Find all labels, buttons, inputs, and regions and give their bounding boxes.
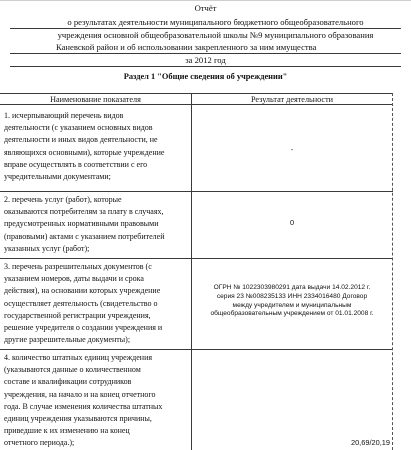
row-1-bottom-border	[0, 191, 393, 192]
report-title: Отчёт	[194, 3, 217, 13]
section-title: Раздел 1 "Общие сведения об учреждении"	[123, 72, 288, 81]
table-row-2-value: 0	[289, 218, 295, 227]
table-row-1-label: 1. исчерпывающий перечень видов деятельности (с указанием основных видов деятельности и иных видов деятельности, не являющихся основными), которые учреждение вправе осуществлять в соответствии с его учредительными документами;	[4, 111, 165, 182]
report-subtitle-line-3: Каневской район и об использовании закрепленного за ним имущества	[56, 42, 317, 52]
table-row-1-value: -	[290, 145, 294, 154]
column-header-name: Наименование показателя	[50, 95, 141, 104]
report-subtitle-line-2: учреждения основной общеобразовательной школы №9 муниципального образования	[57, 30, 374, 40]
table-header-bottom-border	[0, 104, 393, 105]
underline-2	[10, 53, 401, 54]
table-right-border	[392, 93, 393, 450]
table-row-4-value: 20,69/20,19	[350, 438, 390, 447]
sheet-top-border	[0, 0, 411, 1]
report-subtitle-line-1: о результатах деятельности муниципального бюджетного общеобразовательного	[67, 17, 364, 27]
column-header-result: Результат деятельности	[250, 95, 334, 104]
table-row-3-label: 3. перечень разрешительных документов (с указанием номеров, даты выдачи и срока действия), на основании которых учреждение осуществляет деятельность (свидетельство о государственной регистрации учреждения, решение учредителя о создании учреждения и другие разрешительные документы);	[4, 262, 163, 345]
report-year: за 2012 год	[185, 55, 226, 65]
table-row-2-label: 2. перечень услуг (работ), которые оказываются потребителям за плату в случаях, предусмотренных нормативными правовыми (правовыми) актами с указанием потребителей указанных услуг (работ);	[4, 195, 165, 253]
underline-3	[10, 66, 401, 67]
row-2-bottom-border	[0, 258, 393, 259]
table-top-border	[0, 93, 393, 94]
table-row-3-value: ОГРН № 1022303980291 дата выдачи 14.02.2012 г. серия 23 №008235133 ИНН 2334016480 Договор между учредителем и муниципальным общеобразовательным учреждением от 01.01.2008 г.	[210, 284, 374, 318]
table-row-4-label: 4. количество штатных единиц учреждения (указываются данные о количественном составе и квалификации сотрудников учреждения, на начало и на конец отчетного года. В случае изменения количества штатных единиц учреждения указываются причины, приведшие к их изменению на конец отчетного периода.);	[4, 353, 163, 448]
underline-1	[10, 28, 401, 29]
row-3-bottom-border	[0, 349, 393, 350]
